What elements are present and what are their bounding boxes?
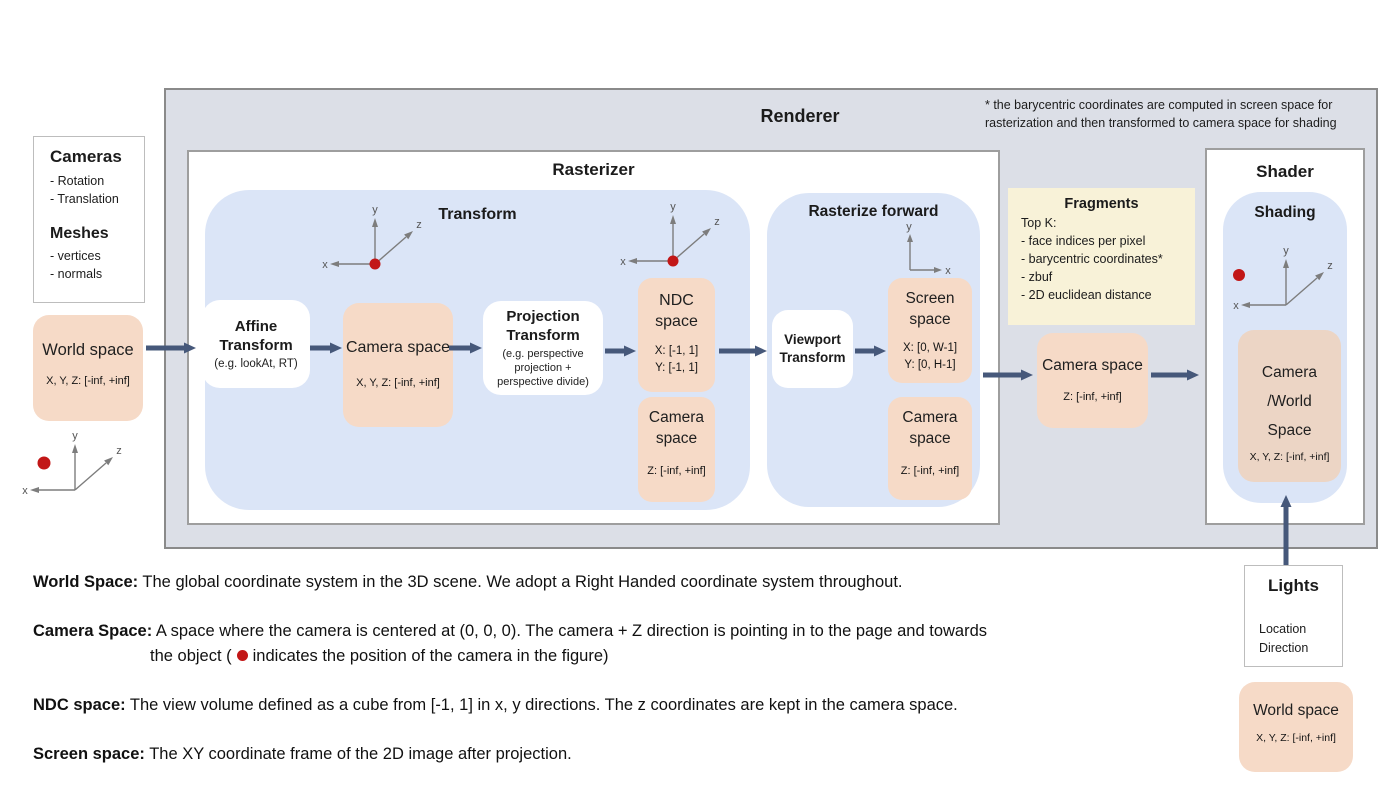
camera-position-dot — [1233, 269, 1245, 281]
world-space-input-box — [33, 315, 143, 421]
definition-camera-cont-post: indicates the position of the camera in the figure) — [252, 647, 609, 665]
axis-label-x: x — [22, 485, 28, 497]
ndc-label-1: NDC — [659, 292, 694, 309]
camera-space-1-label: Camera space — [345, 339, 451, 356]
camera-world-space-box — [1238, 330, 1341, 482]
definition-ndc-space — [33, 696, 958, 715]
ndc-axes-icon — [615, 201, 725, 273]
footnote-line-1: * the barycentric coordinates are computed in screen space for — [985, 98, 1333, 112]
fragments-line-euclidean: - 2D euclidean distance — [1021, 288, 1152, 302]
definition-ndc-space-term: NDC space: — [33, 696, 126, 714]
definition-camera-space-text: A space where the camera is centered at (0, 0, 0). The camera + Z direction is pointing in to the page and towards — [152, 622, 988, 640]
fragments-box — [1008, 188, 1195, 325]
screen-label-1: Screen — [905, 290, 955, 307]
definition-world-space-text: The global coordinate system in the 3D scene. We adopt a Right Handed coordinate system throughout. — [138, 573, 903, 591]
screen-camera-range: Z: [-inf, +inf] — [900, 465, 960, 477]
camera-position-dot — [668, 256, 679, 267]
transform-axes-icon — [317, 204, 427, 276]
camera-space-output-box — [1037, 333, 1148, 428]
axis-label-x: x — [1233, 300, 1239, 312]
ndc-space-box — [638, 278, 715, 392]
definition-screen-space-text: The XY coordinate frame of the 2D image after projection. — [144, 745, 572, 763]
screen-space-box — [888, 278, 972, 383]
axis-label-y: y — [72, 430, 78, 442]
axis-label-z: z — [116, 445, 122, 457]
definition-camera-space-cont — [150, 647, 609, 666]
definition-ndc-space-text: The view volume defined as a cube from [-1, 1] in x, y directions. The z coordinates are kept in the camera space. — [125, 696, 958, 714]
definition-world-space-term: World Space: — [33, 573, 139, 591]
axis-label-z: z — [1327, 260, 1333, 272]
viewport-name-1: Viewport — [784, 332, 841, 347]
definition-camera-space — [33, 622, 987, 641]
arrow-worldspace-to-rasterizer — [146, 340, 196, 356]
fragments-line-face-indices: - face indices per pixel — [1021, 234, 1146, 248]
axis-label-x: x — [620, 256, 626, 268]
axis-label-y: y — [372, 204, 378, 216]
meshes-item-vertices: - vertices — [50, 249, 101, 263]
footnote — [985, 96, 1357, 132]
cameras-meshes-box — [33, 136, 145, 303]
fragments-line-topk: Top K: — [1021, 216, 1057, 230]
affine-name-1: Affine — [234, 318, 278, 335]
world-space-lights-range: X, Y, Z: [-inf, +inf] — [1256, 732, 1336, 744]
shading-title: Shading — [1254, 204, 1316, 221]
definition-camera-cont-pre: the object ( — [150, 647, 232, 665]
axis-label-z: z — [416, 219, 422, 231]
camera-space-1-range: X, Y, Z: [-inf, +inf] — [356, 377, 440, 389]
arrow-projection-to-ndc — [605, 343, 636, 359]
cameras-item-rotation: - Rotation — [50, 174, 105, 188]
lights-box — [1244, 565, 1343, 667]
cameras-item-translation: - Translation — [50, 192, 119, 206]
transform-title: Transform — [438, 206, 517, 223]
affine-transform-step — [202, 300, 310, 388]
affine-note: (e.g. lookAt, RT) — [214, 358, 298, 370]
cameras-title: Cameras — [50, 147, 122, 166]
axis-label-x: x — [322, 259, 328, 271]
axis-label-z: z — [714, 216, 720, 228]
definition-camera-space-term: Camera Space: — [33, 622, 153, 640]
camera-world-range: X, Y, Z: [-inf, +inf] — [1249, 451, 1330, 463]
arrow-cameraspace-to-projection — [449, 340, 482, 356]
arrow-viewport-to-screenspace — [855, 343, 886, 359]
projection-note-3: perspective divide) — [497, 376, 589, 388]
projection-note-1: (e.g. perspective — [502, 348, 584, 360]
meshes-item-normals: - normals — [50, 267, 103, 281]
ndc-label-2: space — [655, 313, 698, 330]
camera-space-output-range: Z: [-inf, +inf] — [1063, 391, 1122, 403]
projection-note-2: projection + — [514, 362, 572, 374]
arrow-rasterizer-to-cameraspace — [983, 367, 1033, 383]
screen-label-2: space — [909, 311, 951, 328]
world-space-lights-label: World space — [1253, 702, 1339, 719]
shading-axes-icon — [1228, 245, 1338, 317]
ndc-camera-label-2: space — [655, 430, 698, 447]
camera-position-dot — [38, 457, 51, 470]
world-space-lights-box — [1239, 682, 1353, 772]
viewport-name-2: Transform — [779, 350, 846, 365]
ndc-range-y: Y: [-1, 1] — [655, 362, 698, 374]
screen-range-y: Y: [0, H-1] — [904, 359, 956, 371]
lights-item-location: Location — [1259, 622, 1307, 636]
camera-position-dot — [237, 650, 248, 661]
axis-label-y: y — [670, 201, 676, 213]
definition-screen-space — [33, 745, 572, 764]
affine-name-2: Transform — [219, 337, 293, 354]
fragments-line-barycentric: - barycentric coordinates* — [1021, 252, 1163, 266]
arrow-affine-to-cameraspace — [310, 340, 342, 356]
screen-camera-label-1: Camera — [902, 409, 958, 426]
lights-title: Lights — [1268, 576, 1319, 595]
definition-screen-space-term: Screen space: — [33, 745, 145, 763]
viewport-transform-step — [772, 310, 853, 388]
projection-transform-step — [483, 301, 603, 395]
screen-axes-icon — [896, 220, 956, 278]
world-axes-icon — [17, 430, 127, 502]
camera-space-box-1 — [343, 303, 453, 427]
lights-item-direction: Direction — [1259, 641, 1309, 655]
camera-world-label-2: /World — [1267, 393, 1312, 410]
renderer-title-text: Renderer — [760, 106, 840, 126]
axis-label-y: y — [906, 221, 912, 233]
projection-name-1: Projection — [506, 308, 580, 325]
arrow-transform-to-viewport — [719, 343, 767, 359]
screen-range-x: X: [0, W-1] — [902, 342, 958, 354]
axis-label-x: x — [945, 265, 951, 277]
screen-camera-space-box — [888, 397, 972, 500]
ndc-range-x: X: [-1, 1] — [654, 345, 699, 357]
rasterize-forward-title: Rasterize forward — [808, 203, 939, 220]
arrow-cameraspace-to-shader — [1151, 367, 1199, 383]
camera-space-output-label: Camera space — [1042, 357, 1143, 374]
renderer-title — [700, 106, 900, 127]
arrow-lights-to-shading — [1278, 495, 1294, 565]
camera-world-label-1: Camera — [1261, 364, 1318, 381]
world-space-input-label: World space — [42, 341, 134, 359]
rasterizer-title: Rasterizer — [552, 160, 635, 179]
axis-label-y: y — [1283, 245, 1289, 257]
fragments-title: Fragments — [1064, 196, 1139, 212]
shader-title: Shader — [1256, 162, 1314, 181]
footnote-line-2: rasterization and then transformed to camera space for shading — [985, 116, 1337, 130]
screen-camera-label-2: space — [909, 430, 951, 447]
ndc-camera-range: Z: [-inf, +inf] — [647, 465, 706, 477]
world-space-input-range: X, Y, Z: [-inf, +inf] — [46, 375, 130, 387]
projection-name-2: Transform — [506, 327, 580, 344]
meshes-title: Meshes — [50, 225, 109, 242]
camera-position-dot — [370, 259, 381, 270]
definition-world-space — [33, 573, 902, 592]
ndc-camera-space-box — [638, 397, 715, 502]
ndc-camera-label-1: Camera — [648, 409, 705, 426]
fragments-line-zbuf: - zbuf — [1021, 270, 1053, 284]
camera-world-label-3: Space — [1267, 422, 1312, 439]
